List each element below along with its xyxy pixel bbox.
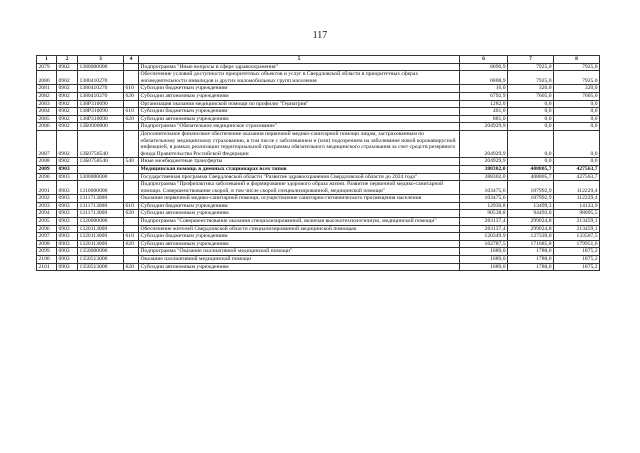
- target-code: 13Б0000000: [78, 123, 124, 131]
- item-name: Субсидии автономным учреждениям: [139, 240, 460, 248]
- amount-year-1: 8090,9: [460, 63, 508, 71]
- target-code: 138Р310090: [78, 115, 124, 123]
- expense-code: [124, 173, 139, 181]
- target-code: 1310000000: [78, 181, 124, 195]
- budget-table: [36, 55, 600, 271]
- amount-year-2: 0,0: [508, 108, 554, 116]
- amount-year-3: 1875,2: [554, 263, 600, 271]
- amount-year-2: 320,0: [508, 85, 554, 93]
- expense-code: 620: [124, 210, 139, 218]
- section-code: 0903: [57, 225, 78, 233]
- expense-code: [124, 195, 139, 203]
- amount-year-3: 7605,0: [554, 92, 600, 100]
- table-row: [37, 115, 600, 123]
- row-number: 2085: [37, 115, 57, 123]
- table-row: [37, 71, 600, 85]
- section-code: 0902: [57, 85, 78, 93]
- table-row: [37, 165, 600, 173]
- table-row: [37, 233, 600, 241]
- target-code: 1300000000: [78, 173, 124, 181]
- row-number: 2092: [37, 195, 57, 203]
- expense-code: 620: [124, 263, 139, 271]
- item-name: Субсидии бюджетным учреждениям: [139, 233, 460, 241]
- amount-year-2: 7925,0: [508, 63, 554, 71]
- target-code: 1320000000: [78, 218, 124, 226]
- item-name: Организация оказания медицинской помощи по профилю "Гериатрия": [139, 100, 460, 108]
- amount-year-1: 12936,8: [460, 202, 508, 210]
- amount-year-3: 427563,7: [554, 173, 600, 181]
- amount-year-1: 120349,9: [460, 233, 508, 241]
- amount-year-1: 401,0: [460, 108, 508, 116]
- section-code: 0903: [57, 210, 78, 218]
- table-row: [37, 240, 600, 248]
- amount-year-1: 1689,0: [460, 248, 508, 256]
- amount-year-1: 388302,0: [460, 165, 508, 173]
- row-number: 2095: [37, 218, 57, 226]
- item-name: Оказание паллиативной медицинской помощи: [139, 256, 460, 264]
- row-number: 2080: [37, 71, 57, 85]
- amount-year-2: 0,0: [508, 100, 554, 108]
- amount-year-1: 1689,0: [460, 263, 508, 271]
- expense-code: [124, 225, 139, 233]
- row-number: 2090: [37, 173, 57, 181]
- target-code: 138Р310090: [78, 108, 124, 116]
- section-code: 0902: [57, 158, 78, 166]
- amount-year-3: 313459,1: [554, 218, 600, 226]
- amount-year-3: 0,0: [554, 115, 600, 123]
- amount-year-2: 0,0: [508, 115, 554, 123]
- row-number: 2089: [37, 165, 57, 173]
- row-number: 2100: [37, 256, 57, 264]
- amount-year-1: 6808,9: [460, 71, 508, 85]
- target-code: 1350513000: [78, 263, 124, 271]
- header-cell: 8: [554, 56, 600, 64]
- row-number: 2084: [37, 108, 57, 116]
- header-cell: 4: [124, 56, 139, 64]
- header-cell: 2: [57, 56, 78, 64]
- row-number: 2101: [37, 263, 57, 271]
- section-code: 0902: [57, 130, 78, 157]
- expense-code: [124, 165, 139, 173]
- amount-year-3: 0,0: [554, 108, 600, 116]
- table-row: [37, 130, 600, 157]
- amount-year-3: 1875,2: [554, 248, 600, 256]
- section-code: 0902: [57, 100, 78, 108]
- section-code: 0902: [57, 63, 78, 71]
- section-code: 0903: [57, 240, 78, 248]
- amount-year-2: 127339,0: [508, 233, 554, 241]
- amount-year-3: 0,0: [554, 158, 600, 166]
- target-code: 1350513000: [78, 256, 124, 264]
- row-number: 2093: [37, 202, 57, 210]
- amount-year-2: 0,0: [508, 158, 554, 166]
- amount-year-2: 7605,0: [508, 92, 554, 100]
- section-code: 0903: [57, 218, 78, 226]
- amount-year-1: 6792,9: [460, 92, 508, 100]
- amount-year-1: 204929,9: [460, 123, 508, 131]
- amount-year-2: 94493,6: [508, 210, 554, 218]
- expense-code: [124, 63, 139, 71]
- section-code: 0903: [57, 165, 78, 173]
- amount-year-1: 16,0: [460, 85, 508, 93]
- item-name: Государственная программа Свердловской области "Развитие здравоохранения Свердловской области до 2024 года": [139, 173, 460, 181]
- amount-year-1: 90538,8: [460, 210, 508, 218]
- amount-year-3: 1875,2: [554, 256, 600, 264]
- row-number: 2087: [37, 130, 57, 157]
- expense-code: 610: [124, 85, 139, 93]
- amount-year-1: 103475,6: [460, 181, 508, 195]
- amount-year-2: 107992,9: [508, 181, 554, 195]
- table-row: [37, 108, 600, 116]
- target-code: [78, 165, 124, 173]
- row-number: 2079: [37, 63, 57, 71]
- section-code: 0903: [57, 195, 78, 203]
- expense-code: [124, 218, 139, 226]
- target-code: 13Б0758540: [78, 130, 124, 157]
- row-number: 2098: [37, 240, 57, 248]
- amount-year-1: 1689,0: [460, 256, 508, 264]
- target-code: 1320113000: [78, 225, 124, 233]
- expense-code: 620: [124, 240, 139, 248]
- target-code: 1311713000: [78, 210, 124, 218]
- amount-year-2: 1788,0: [508, 248, 554, 256]
- amount-year-2: 299024,8: [508, 218, 554, 226]
- item-name: Обеспечение жителей Свердловской области специализированной медицинской помощью: [139, 225, 460, 233]
- amount-year-3: 112229,4: [554, 195, 600, 203]
- row-number: 2097: [37, 233, 57, 241]
- expense-code: [124, 100, 139, 108]
- table-row: [37, 256, 600, 264]
- target-code: 1311713000: [78, 195, 124, 203]
- expense-code: 610: [124, 108, 139, 116]
- item-name: Подпрограмма "Совершенствование оказания специализированной, включая высокотехнологичную, медицинской помощи": [139, 218, 460, 226]
- amount-year-1: 204929,9: [460, 158, 508, 166]
- section-code: 0902: [57, 115, 78, 123]
- header-cell: 7: [508, 56, 554, 64]
- table-row: [37, 173, 600, 181]
- table-row: [37, 218, 600, 226]
- amount-year-2: 171685,8: [508, 240, 554, 248]
- expense-code: [124, 71, 139, 85]
- table-row: [37, 158, 600, 166]
- expense-code: 620: [124, 115, 139, 123]
- amount-year-2: 1788,0: [508, 263, 554, 271]
- item-name: Подпрограмма "Обязательное медицинское страхование": [139, 123, 460, 131]
- amount-year-3: 320,0: [554, 85, 600, 93]
- amount-year-3: 427563,7: [554, 165, 600, 173]
- table-row: [37, 263, 600, 271]
- section-code: 0902: [57, 108, 78, 116]
- row-number: 2086: [37, 123, 57, 131]
- amount-year-1: 1282,0: [460, 100, 508, 108]
- item-name: Оказание первичной медико-санитарной помощи, осуществление санитарно-гигиенического просвещения населения: [139, 195, 460, 203]
- section-code: 0903: [57, 256, 78, 264]
- table-row: [37, 248, 600, 256]
- item-name: Субсидии бюджетным учреждениям: [139, 202, 460, 210]
- table-row: [37, 100, 600, 108]
- expense-code: [124, 248, 139, 256]
- item-name: Подпрограмма "Профилактика заболеваний и формирование здорового образа жизни. Развитие первичной медико-санитарной помощи. Совершенствование скорой, в том числе скорой специализированной, медицинской помощи": [139, 181, 460, 195]
- table-row: [37, 63, 600, 71]
- amount-year-3: 0,0: [554, 130, 600, 157]
- header-cell: 5: [139, 56, 460, 64]
- item-name: Дополнительное финансовое обеспечение оказания первичной медико-санитарной помощи лицам, застрахованным по обязательному медицинскому страхованию, в том числе с заболеванием и (или) подозрением на заболевание новой коронавирусной инфекцией, в рамках реализации территориальной программы обязательного медицинского страхования за счет средств резервного фонда Правительства Российской Федерации: [139, 130, 460, 157]
- amount-year-1: 388302,0: [460, 173, 508, 181]
- row-number: 2082: [37, 92, 57, 100]
- expense-code: [124, 123, 139, 131]
- amount-year-1: 283137,4: [460, 225, 508, 233]
- table-body: [37, 63, 600, 271]
- target-code: 1350000000: [78, 248, 124, 256]
- target-code: 13Б0758540: [78, 158, 124, 166]
- header-cell: 1: [37, 56, 57, 64]
- table-row: [37, 92, 600, 100]
- section-code: 0903: [57, 173, 78, 181]
- target-code: 138Р310090: [78, 100, 124, 108]
- amount-year-3: 179951,6: [554, 240, 600, 248]
- amount-year-3: 0,0: [554, 123, 600, 131]
- section-code: 0902: [57, 123, 78, 131]
- row-number: 2099: [37, 248, 57, 256]
- section-code: 0902: [57, 71, 78, 85]
- header-row: [37, 56, 600, 64]
- target-code: 1311713000: [78, 202, 124, 210]
- item-name: Субсидии автономным учреждениям: [139, 263, 460, 271]
- amount-year-2: 299024,8: [508, 225, 554, 233]
- amount-year-2: 1788,0: [508, 256, 554, 264]
- amount-year-1: 103475,6: [460, 195, 508, 203]
- amount-year-3: 98095,5: [554, 210, 600, 218]
- amount-year-2: 408805,7: [508, 173, 554, 181]
- amount-year-3: 112229,4: [554, 181, 600, 195]
- expense-code: [124, 256, 139, 264]
- table-row: [37, 225, 600, 233]
- amount-year-2: 13499,3: [508, 202, 554, 210]
- amount-year-2: 408805,7: [508, 165, 554, 173]
- amount-year-2: 7925,0: [508, 71, 554, 85]
- page-number: 117: [312, 30, 328, 41]
- header-cell: 6: [460, 56, 508, 64]
- item-name: Подпрограмма "Оказание паллиативной медицинской помощи": [139, 248, 460, 256]
- item-name: Субсидии бюджетным учреждениям: [139, 108, 460, 116]
- item-name: Медицинская помощь в дневных стационарах всех типов: [139, 165, 460, 173]
- table-row: [37, 195, 600, 203]
- row-number: 2081: [37, 85, 57, 93]
- amount-year-2: 107992,9: [508, 195, 554, 203]
- expense-code: [124, 181, 139, 195]
- target-code: 1380410270: [78, 92, 124, 100]
- row-number: 2083: [37, 100, 57, 108]
- amount-year-1: 283137,4: [460, 218, 508, 226]
- amount-year-2: 0,0: [508, 130, 554, 157]
- row-number: 2091: [37, 181, 57, 195]
- item-name: Субсидии бюджетным учреждениям: [139, 85, 460, 93]
- amount-year-3: 7925,0: [554, 71, 600, 85]
- expense-code: 610: [124, 233, 139, 241]
- target-code: 1320113000: [78, 240, 124, 248]
- expense-code: 610: [124, 202, 139, 210]
- expense-code: [124, 130, 139, 157]
- amount-year-3: 7925,0: [554, 63, 600, 71]
- amount-year-1: 881,0: [460, 115, 508, 123]
- amount-year-3: 14133,9: [554, 202, 600, 210]
- section-code: 0903: [57, 263, 78, 271]
- row-number: 2088: [37, 158, 57, 166]
- expense-code: 620: [124, 92, 139, 100]
- target-code: 1380000000: [78, 63, 124, 71]
- item-name: Субсидии автономным учреждениям: [139, 210, 460, 218]
- row-number: 2096: [37, 225, 57, 233]
- item-name: Обеспечение условий доступности приоритетных объектов и услуг в Свердловской области в приоритетных сферах жизнедеятельности инвалидов и других маломобильных групп населения: [139, 71, 460, 85]
- table-row: [37, 210, 600, 218]
- table-row: [37, 181, 600, 195]
- section-code: 0903: [57, 202, 78, 210]
- section-code: 0903: [57, 248, 78, 256]
- section-code: 0902: [57, 92, 78, 100]
- amount-year-2: 0,0: [508, 123, 554, 131]
- target-code: 1320113000: [78, 233, 124, 241]
- target-code: 1380410270: [78, 71, 124, 85]
- item-name: Иные межбюджетные трансферты: [139, 158, 460, 166]
- item-name: Субсидии автономным учреждениям: [139, 92, 460, 100]
- row-number: 2094: [37, 210, 57, 218]
- amount-year-1: 204929,9: [460, 130, 508, 157]
- item-name: Субсидии автономным учреждениям: [139, 115, 460, 123]
- item-name: Подпрограмма "Иные вопросы в сфере здравоохранения": [139, 63, 460, 71]
- header-cell: 3: [78, 56, 124, 64]
- expense-code: 540: [124, 158, 139, 166]
- table-row: [37, 85, 600, 93]
- table-row: [37, 202, 600, 210]
- table-row: [37, 123, 600, 131]
- amount-year-1: 162787,5: [460, 240, 508, 248]
- section-code: 0903: [57, 181, 78, 195]
- amount-year-3: 133507,5: [554, 233, 600, 241]
- amount-year-3: 0,0: [554, 100, 600, 108]
- amount-year-3: 313459,1: [554, 225, 600, 233]
- target-code: 1380410270: [78, 85, 124, 93]
- section-code: 0903: [57, 233, 78, 241]
